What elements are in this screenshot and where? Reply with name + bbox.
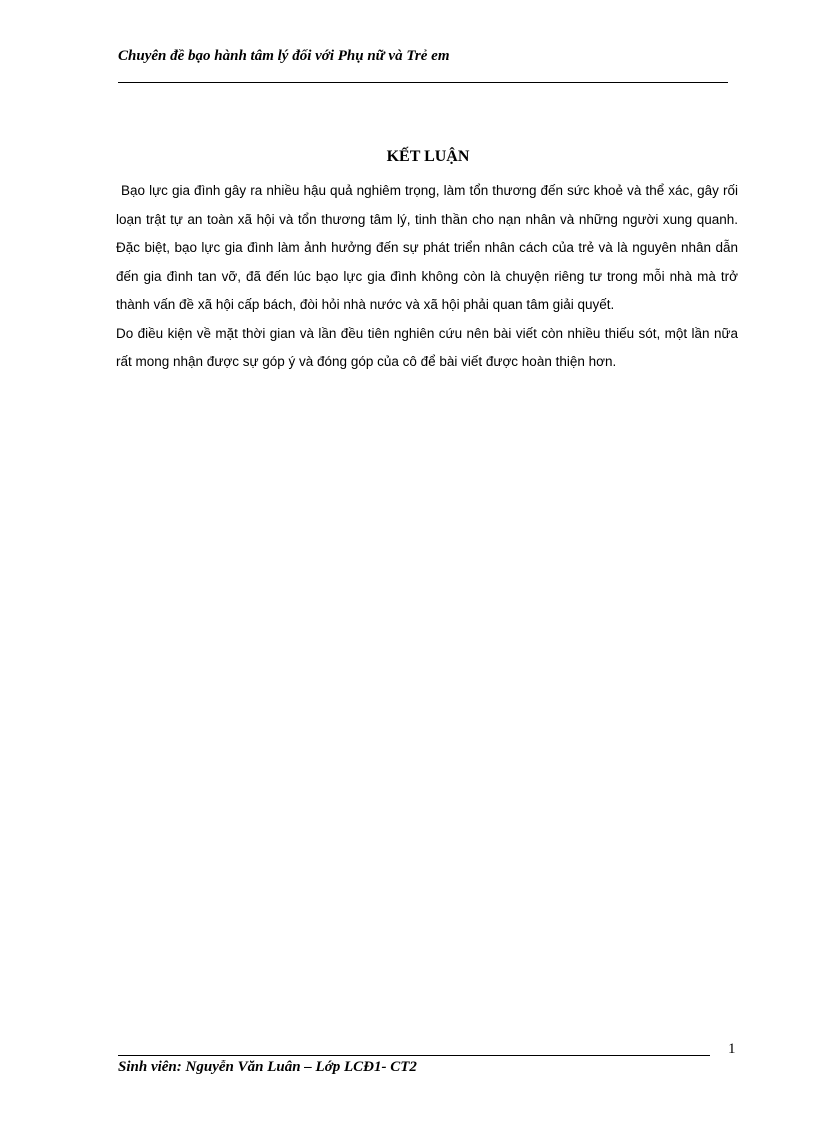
section-heading: KẾT LUẬN: [386, 148, 470, 165]
body-text: [116, 177, 738, 377]
paragraph: Bạo lực gia đình gây ra nhiều hậu quả nghiêm trọng, làm tổn thương đến sức khoẻ và thể xác, gây rối loạn trật tự an toàn xã hội và tổn thương tâm lý, tinh thần cho nạn nhân và những người xung quanh. Đặc biệt, bạo lực gia đình làm ảnh hưởng đến sự phát triển nhân cách của trẻ và là nguyên nhân dẫn đến gia đình tan vỡ, đã đến lúc bạo lực gia đình không còn là chuyện riêng tư trong mỗi nhà mà trở thành vấn đề xã hội cấp bách, đòi hỏi nhà nước và xã hội phải quan tâm giải quyết.: [116, 183, 738, 312]
header-divider: [118, 82, 728, 83]
page-header-title: Chuyên đề bạo hành tâm lý đối với Phụ nữ và Trẻ em: [118, 48, 450, 64]
page-number: 1: [728, 1041, 736, 1057]
paragraph: Do điều kiện về mặt thời gian và lần đều tiên nghiên cứu nên bài viết còn nhiều thiếu sót, một lần nữa rất mong nhận được sự góp ý và đóng góp của cô để bài viết được hoàn thiện hơn.: [116, 325, 738, 369]
footer-divider: [118, 1055, 710, 1056]
page-footer-author: Sinh viên: Nguyễn Văn Luân – Lớp LCĐ1- CT2: [118, 1059, 417, 1075]
